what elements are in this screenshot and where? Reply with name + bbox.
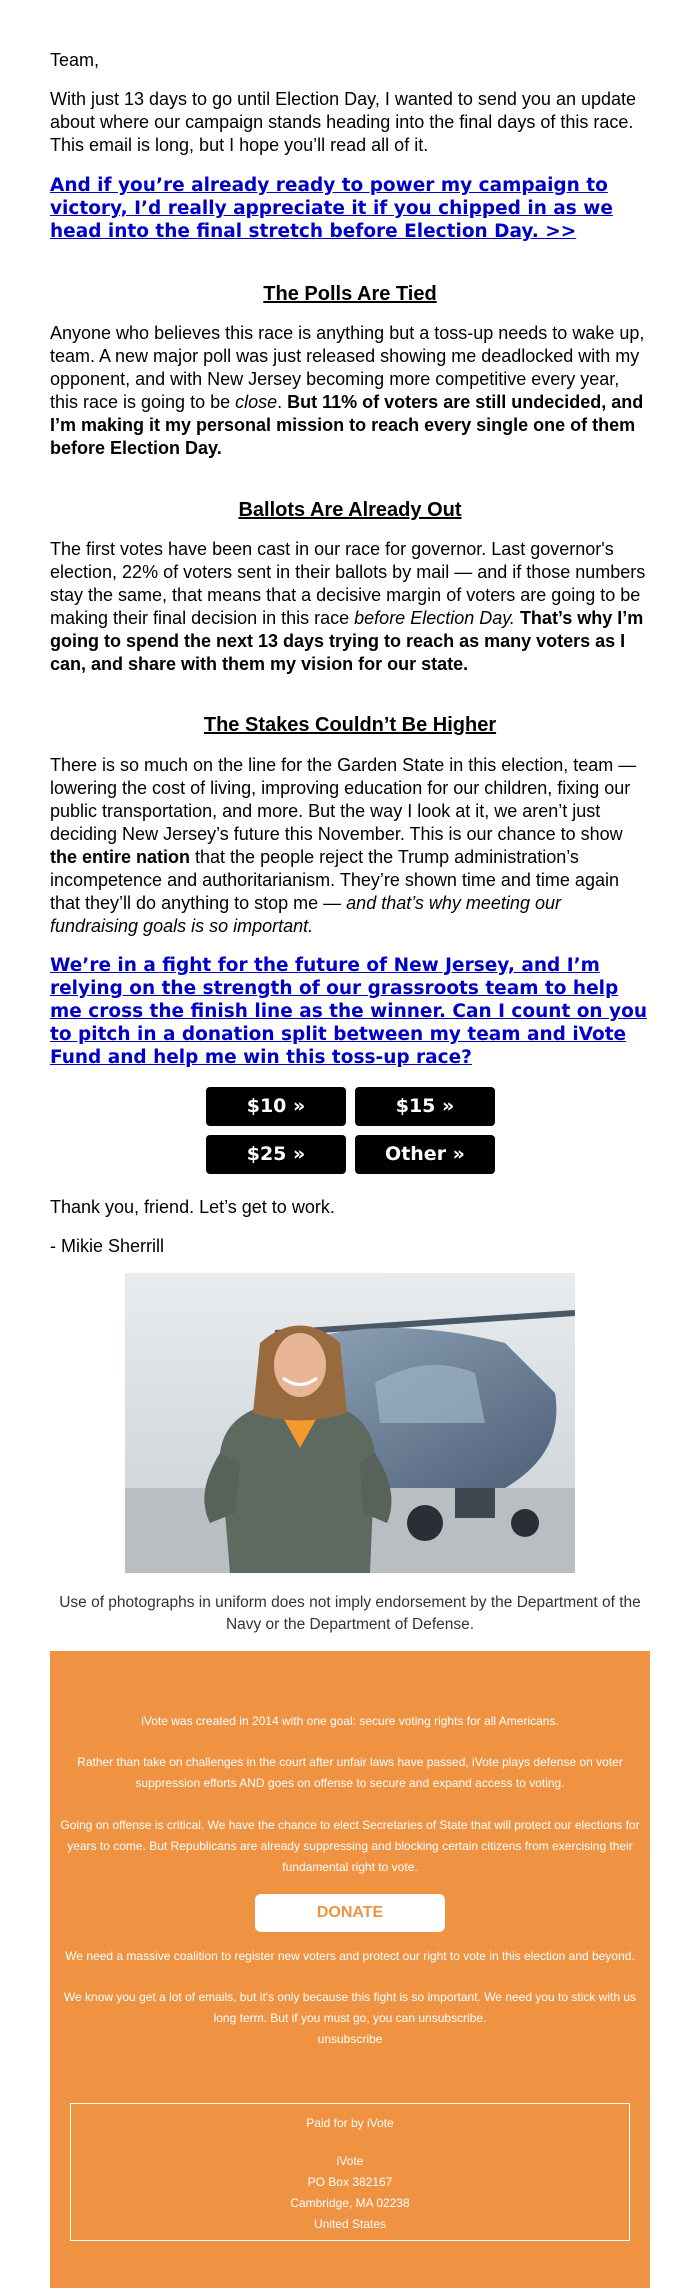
address-line-2: PO Box 382167 bbox=[307, 2175, 393, 2189]
polls-text-b: . bbox=[277, 392, 288, 412]
heading-stakes: The Stakes Couldn’t Be Higher bbox=[203, 714, 497, 736]
signature: - Mikie Sherrill bbox=[50, 1236, 165, 1256]
address-line-1: iVote bbox=[336, 2154, 364, 2168]
stakes-paragraph bbox=[50, 754, 650, 938]
stakes-italic: and that’s why meeting our fundraising goals is so important. bbox=[50, 893, 561, 936]
footer-paragraph-4: We need a massive coalition to register new voters and protect our right to vote in this election and beyond. bbox=[65, 1949, 635, 1963]
greeting: Team, bbox=[50, 50, 100, 70]
address-line-4: United States bbox=[313, 2217, 387, 2231]
polls-bold: But 11% of voters are still undecided, and I’m making it my personal mission to reach every single one of them before Election Day. bbox=[50, 392, 644, 458]
heading-ballots: Ballots Are Already Out bbox=[238, 499, 462, 521]
donate-other-button[interactable]: Other » bbox=[355, 1135, 495, 1174]
unsubscribe-link[interactable]: unsubscribe bbox=[317, 2032, 383, 2046]
unsubscribe-row bbox=[60, 2029, 640, 2050]
thanks-line: Thank you, friend. Let’s get to work. bbox=[50, 1197, 335, 1217]
ballots-paragraph bbox=[50, 538, 650, 676]
footer-paragraph-2: Rather than take on challenges in the court after unfair laws have passed, iVote plays defense on voter suppression efforts AND goes on offense to secure and expand access to voting. bbox=[77, 1755, 623, 1790]
donate-10-button[interactable]: $10 » bbox=[206, 1087, 346, 1126]
address-line-3: Cambridge, MA 02238 bbox=[290, 2196, 410, 2210]
ballots-italic: before Election Day. bbox=[354, 608, 515, 628]
candidate-photo bbox=[125, 1273, 575, 1573]
paid-for-box bbox=[70, 2103, 630, 2241]
ballots-bold: That’s why I’m going to spend the next 13 days trying to reach as many voters as I can, and share with them my vision for our state. bbox=[50, 608, 644, 674]
candidate-photo-illustration bbox=[125, 1273, 575, 1573]
donate-link-bottom[interactable]: We’re in a fight for the future of New Jersey, and I’m relying on the strength of our grassroots team to help me cross the finish line as the winner. Can I count on you to pitch in a donation split between my team and iVote Fund and help me win this toss-up race? bbox=[50, 955, 647, 1068]
stakes-text-b: that the people reject the Trump administration’s incompetence and authoritarianism. They’re shown time and time again that they’ll do anything to stop me — bbox=[50, 847, 619, 913]
polls-paragraph bbox=[50, 322, 650, 460]
polls-italic: close bbox=[235, 392, 278, 412]
ivote-footer bbox=[50, 1651, 650, 2288]
paid-for-line: Paid for by iVote bbox=[306, 2116, 394, 2130]
footer-paragraph-3: Going on offense is critical. We have the chance to elect Secretaries of State that will protect our elections for years to come. But Republicans are already suppressing and blocking certain citizens from exercising their fundamental right to vote. bbox=[60, 1818, 640, 1874]
heading-polls: The Polls Are Tied bbox=[263, 283, 437, 305]
stakes-bold: the entire nation bbox=[50, 847, 191, 867]
ballots-text: The first votes have been cast in our race for governor. Last governor's election, 22% of voters sent in their ballots by mail — and if those numbers stay the same, that means that a decisive margin of voters are going to be making their final decision in this race bbox=[50, 539, 646, 628]
footer-paragraph-1: iVote was created in 2014 with one goal: secure voting rights for all Americans. bbox=[141, 1714, 559, 1728]
footer-donate-button[interactable]: DONATE bbox=[255, 1894, 445, 1932]
donate-25-button[interactable]: $25 » bbox=[206, 1135, 346, 1174]
donate-link-top[interactable]: And if you’re already ready to power my campaign to victory, I’d really appreciate it if you chipped in as we head into the final stretch before Election Day. >> bbox=[50, 175, 613, 242]
footer-paragraph-5: We know you get a lot of emails, but it's only because this fight is so important. We need you to stick with us long term. But if you must go, you can unsubscribe. bbox=[63, 1990, 637, 2025]
intro-paragraph: With just 13 days to go until Election Day, I wanted to send you an update about where our campaign stands heading into the final days of this race. This email is long, but I hope you’ll read all of it. bbox=[50, 89, 637, 155]
donate-15-button[interactable]: $15 » bbox=[355, 1087, 495, 1126]
polls-text: Anyone who believes this race is anything but a toss-up needs to wake up, team. A new major poll was just released showing me deadlocked with my opponent, and with New Jersey becoming more competitive every year, this race is going to be bbox=[50, 323, 645, 412]
photo-disclaimer: Use of photographs in uniform does not imply endorsement by the Department of the Navy or the Department of Defense. bbox=[59, 1594, 641, 1633]
stakes-text: There is so much on the line for the Garden State in this election, team — lowering the cost of living, improving education for our children, fixing our public transportation, and more. But the way I look at it, we aren’t just deciding New Jersey’s future this November. This is our chance to show bbox=[50, 755, 637, 844]
